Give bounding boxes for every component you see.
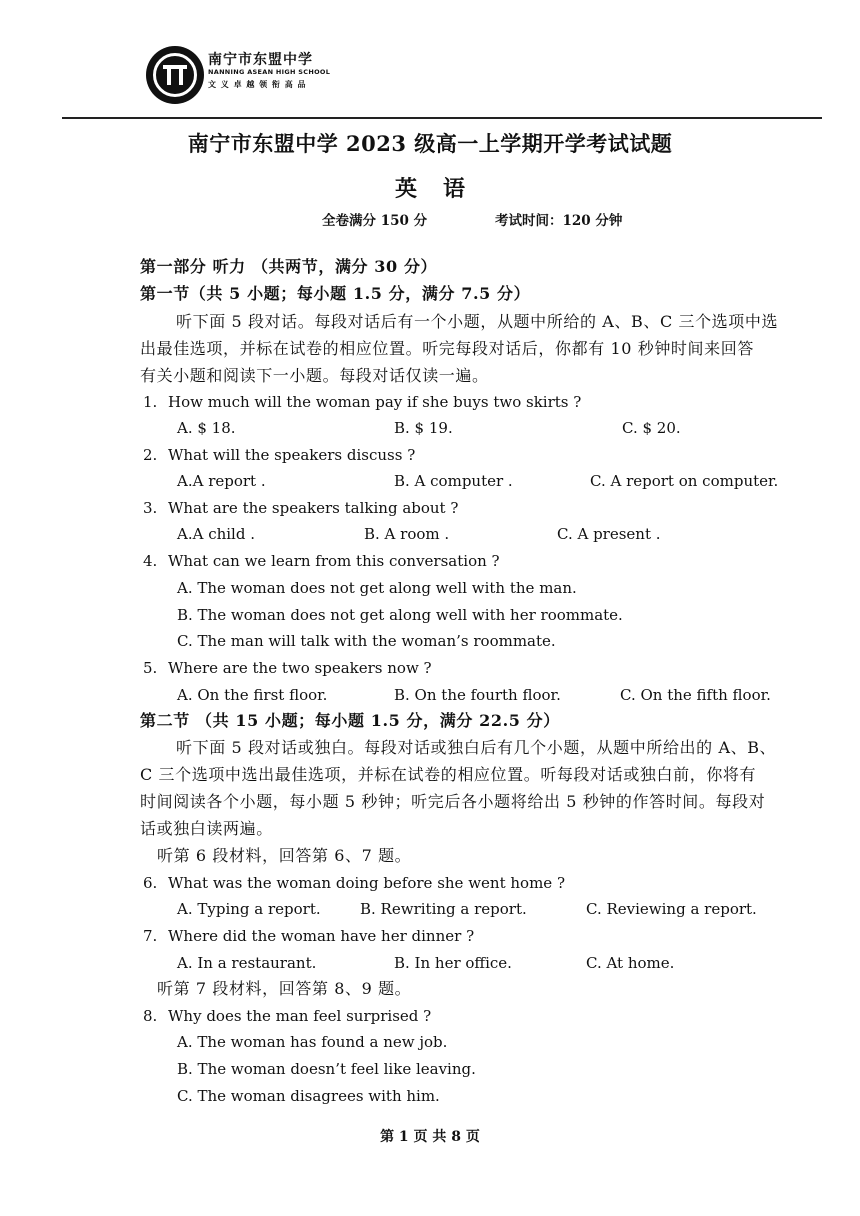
logo-school-name-en: NANNING ASEAN HIGH SCHOOL xyxy=(208,68,331,76)
section2-instruction-line: 听下面 5 段对话或独白。每段对话或独白后有几个小题，从题中所给出的 A、B、 xyxy=(176,738,777,757)
answer-option: A.A child . xyxy=(177,525,255,543)
answer-option: C. Reviewing a report. xyxy=(586,900,757,918)
answer-option: B. $ 19. xyxy=(394,419,453,437)
answer-option: B. On the fourth floor. xyxy=(394,686,561,704)
section1-instruction-line: 有关小题和阅读下一小题。每段对话仅读一遍。 xyxy=(140,366,489,385)
answer-option: B. A computer . xyxy=(394,472,513,490)
question-number: 1. xyxy=(143,393,158,411)
section1-instruction-line: 出最佳选项，并标在试卷的相应位置。听完每段对话后，你都有 10 秒钟时间来回答 xyxy=(140,339,754,358)
section1-instruction-line: 听下面 5 段对话。每段对话后有一个小题，从题中所给的 A、B、C 三个选项中选 xyxy=(176,312,779,331)
question-stem: Where did the woman have her dinner ? xyxy=(168,927,475,945)
exam-time: 考试时间：120 分钟 xyxy=(495,213,623,229)
section2-instruction-line: 时间阅读各个小题，每小题 5 秒钟；听完后各小题将给出 5 秒钟的作答时间。每段对 xyxy=(140,792,766,811)
answer-option: A. The woman has found a new job. xyxy=(177,1033,448,1051)
answer-option: B. Rewriting a report. xyxy=(360,900,527,918)
question-stem: What was the woman doing before she went home ? xyxy=(168,874,565,892)
answer-option: B. In her office. xyxy=(394,954,512,972)
question-number: 5. xyxy=(143,659,158,677)
answer-option: A. In a restaurant. xyxy=(177,954,317,972)
school-logo-emblem xyxy=(146,46,204,104)
question-stem: What can we learn from this conversation ? xyxy=(168,552,500,570)
answer-option: A.A report . xyxy=(177,472,266,490)
header-divider xyxy=(62,117,822,119)
question-stem: What will the speakers discuss ? xyxy=(168,446,416,464)
answer-option: B. The woman doesn’t feel like leaving. xyxy=(177,1060,476,1078)
answer-option: C. On the fifth floor. xyxy=(620,686,771,704)
answer-option: B. The woman does not get along well with her roommate. xyxy=(177,606,623,624)
logo-motto: 文 义 卓 越 领 衔 高 品 xyxy=(208,79,307,89)
question-number: 3. xyxy=(143,499,158,517)
answer-option: C. The man will talk with the woman’s roommate. xyxy=(177,632,556,650)
question-stem: Why does the man feel surprised ? xyxy=(168,1007,432,1025)
part1-heading: 第一部分 听力 （共两节，满分 30 分） xyxy=(140,257,438,276)
question-stem: How much will the woman pay if she buys two skirts ? xyxy=(168,393,582,411)
answer-option: A. Typing a report. xyxy=(177,900,321,918)
material-note: 听第 7 段材料，回答第 8、9 题。 xyxy=(157,979,412,998)
page-footer: 第 1 页 共 8 页 xyxy=(380,1129,480,1145)
answer-option: C. $ 20. xyxy=(622,419,681,437)
answer-option: B. A room . xyxy=(364,525,450,543)
answer-option: A. The woman does not get along well with the man. xyxy=(177,579,577,597)
answer-option: C. A present . xyxy=(557,525,661,543)
answer-option: C. At home. xyxy=(586,954,675,972)
question-number: 4. xyxy=(143,552,158,570)
answer-option: A. $ 18. xyxy=(177,419,236,437)
question-stem: Where are the two speakers now ? xyxy=(168,659,432,677)
exam-title: 南宁市东盟中学 2023 级高一上学期开学考试试题 xyxy=(187,131,673,156)
answer-option: C. A report on computer. xyxy=(590,472,779,490)
material-note: 听第 6 段材料，回答第 6、7 题。 xyxy=(157,846,412,865)
section2-instruction-line: C 三个选项中选出最佳选项，并标在试卷的相应位置。听每段对话或独白前，你将有 xyxy=(140,765,757,784)
section2-instruction-line: 话或独白读两遍。 xyxy=(140,819,273,838)
section1-heading: 第一节（共 5 小题；每小题 1.5 分，满分 7.5 分） xyxy=(140,284,531,303)
question-number: 7. xyxy=(143,927,158,945)
question-number: 2. xyxy=(143,446,158,464)
section2-heading: 第二节 （共 15 小题；每小题 1.5 分，满分 22.5 分） xyxy=(140,711,560,730)
full-score: 全卷满分 150 分 xyxy=(322,213,428,229)
logo-school-name-cn: 南宁市东盟中学 xyxy=(208,52,313,68)
answer-option: A. On the first floor. xyxy=(177,686,328,704)
school-logo-text xyxy=(208,52,348,90)
answer-option: C. The woman disagrees with him. xyxy=(177,1087,440,1105)
question-stem: What are the speakers talking about ? xyxy=(168,499,459,517)
question-number: 6. xyxy=(143,874,158,892)
question-number: 8. xyxy=(143,1007,158,1025)
exam-subject: 英语 xyxy=(394,176,491,202)
